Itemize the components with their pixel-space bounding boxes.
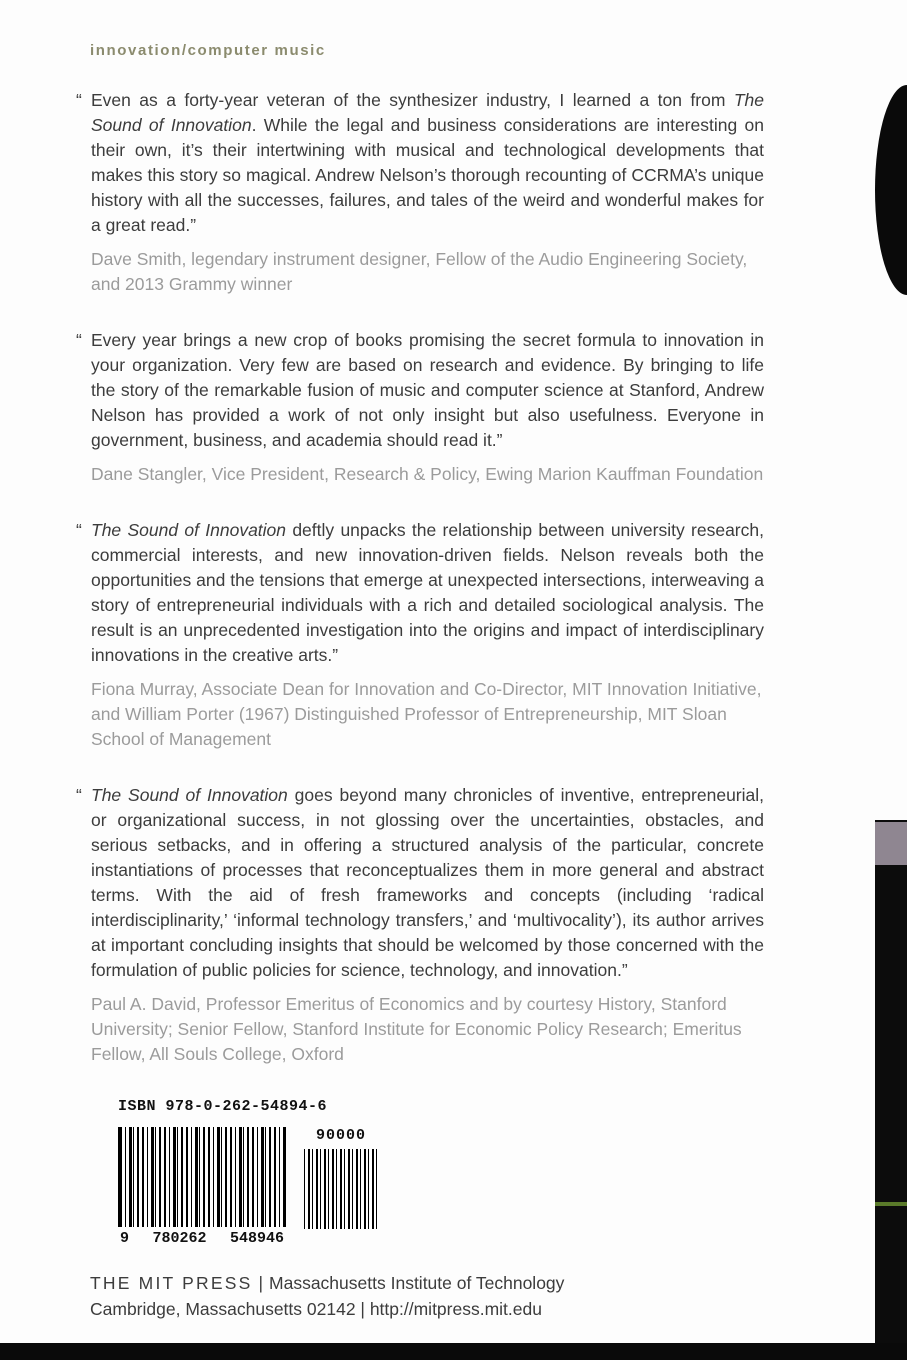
publisher-info <box>90 1270 564 1322</box>
quote-attribution: Dave Smith, legendary instrument designer, Fellow of the Audio Engineering Society, and 2013 Grammy winner <box>91 249 748 294</box>
review-quote-2 <box>76 328 764 487</box>
supplemental-barcode-bars <box>304 1149 378 1229</box>
supplemental-barcode <box>304 1127 378 1229</box>
quote-attribution: Fiona Murray, Associate Dean for Innovation and Co-Director, MIT Innovation Initiative, and William Porter (1967) Distinguished Professor of Entrepreneurship, MIT Sloan School of Management <box>91 679 762 749</box>
quote-text <box>76 328 764 453</box>
quote-text <box>76 783 764 983</box>
publisher-separator: | <box>258 1273 264 1293</box>
barcode <box>118 1127 398 1247</box>
open-quote-mark: “ <box>76 520 82 540</box>
quote-segment: Every year brings a new crop of books promising the secret formula to innovation in your organization. Very few are based on research and evidence. By bringing to life the story of the remarkable fusion of music and computer science at Stanford, Andrew Nelson has provided a work of not only insight but also usefulness. Everyone in government, business, and academia should read it.” <box>91 330 764 450</box>
publisher-name: THE MIT PRESS <box>90 1273 253 1293</box>
spine-green-line <box>875 1202 907 1206</box>
quote-text <box>76 518 764 668</box>
barcode-digit-group: 9 <box>120 1230 130 1247</box>
review-quote-4 <box>76 783 764 1067</box>
open-quote-mark: “ <box>76 90 82 110</box>
publisher-line-1 <box>90 1270 564 1296</box>
isbn-section <box>118 1098 398 1247</box>
review-quote-1 <box>76 88 764 297</box>
quote-text <box>76 88 764 238</box>
barcode-digit-group: 548946 <box>229 1230 284 1247</box>
main-barcode <box>118 1127 286 1247</box>
quote-segment: deftly unpacks the relationship between university research, commercial interests, and new innovation-driven fields. Nelson reveals both the opportunities and the tensions that emerge at unexpected intersections, interweaving a story of entrepreneurial individuals with a rich and detailed sociological analysis. The result is an unprecedented investigation into the origins and impact of interdisciplinary innovations in the creative arts.” <box>91 520 764 665</box>
publisher-address: Cambridge, Massachusetts 02142 | http://mitpress.mit.edu <box>90 1299 542 1319</box>
review-quotes <box>76 88 764 1098</box>
book-title-italic: The Sound of Innovation <box>91 520 287 540</box>
quote-attribution: Paul A. David, Professor Emeritus of Economics and by courtesy History, Stanford University; Senior Fellow, Stanford Institute for Economic Policy Research; Emeritus Fellow, All Souls College, Oxford <box>91 994 742 1064</box>
spine-strip <box>875 820 907 1345</box>
book-title-italic: The Sound of Innovation <box>91 785 288 805</box>
quote-attribution: Dane Stangler, Vice President, Research & Policy, Ewing Marion Kauffman Foundation <box>91 464 764 484</box>
record-edge-graphic <box>875 85 907 295</box>
isbn-label: ISBN 978-0-262-54894-6 <box>118 1098 328 1115</box>
spine-gray-band <box>875 822 907 865</box>
review-quote-3 <box>76 518 764 752</box>
category-label: innovation/computer music <box>90 42 326 59</box>
publisher-institution: Massachusetts Institute of Technology <box>269 1273 565 1293</box>
bottom-edge-bar <box>0 1343 907 1360</box>
quote-segment: goes beyond many chronicles of inventive, entrepreneurial, or organizational success, in not glossing over the uncertainties, obstacles, and serious setbacks, and in offering a structured analysis of the particular, concrete instantiations of processes that reconceptualizes them in more general and abstract terms. With the aid of fresh frameworks and concepts (including ‘radical interdisciplinarity,’ ‘informal technology transfers,’ and ‘multivocality’), its author arrives at important concluding insights that should be welcomed by those concerned with the formulation of public policies for science, technology, and innovation.” <box>91 785 764 980</box>
quote-segment: . While the legal and business considerations are interesting on their own, it’s their intertwining with musical and technological developments that makes this story so magical. Andrew Nelson’s thorough recounting of CCRMA’s unique history with all the successes, failures, and tales of the weird and wonderful makes for a great read.” <box>91 115 764 235</box>
barcode-digits <box>118 1230 286 1247</box>
price-code: 90000 <box>315 1127 366 1144</box>
barcode-digit-group: 780262 <box>152 1230 207 1247</box>
open-quote-mark: “ <box>76 330 82 350</box>
open-quote-mark: “ <box>76 785 82 805</box>
quote-segment: Even as a forty-year veteran of the synthesizer industry, I learned a ton from <box>91 90 734 110</box>
book-title-italic: The Sound of Innovation <box>91 90 764 135</box>
barcode-bars <box>118 1127 286 1227</box>
